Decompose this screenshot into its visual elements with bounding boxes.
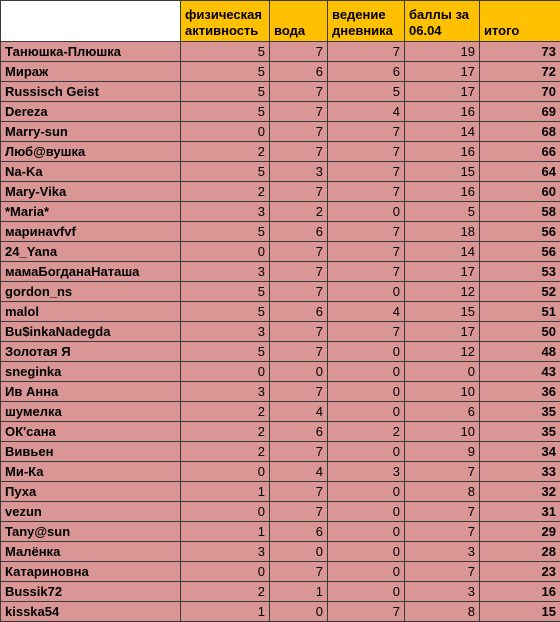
diary-cell[interactable]: 0 (328, 442, 405, 462)
name-cell[interactable]: gordon_ns (1, 282, 181, 302)
diary-cell[interactable]: 7 (328, 322, 405, 342)
diary-cell[interactable]: 6 (328, 62, 405, 82)
water-cell[interactable]: 7 (270, 502, 328, 522)
diary-cell[interactable]: 0 (328, 502, 405, 522)
physical-cell[interactable]: 2 (181, 422, 270, 442)
physical-cell[interactable]: 3 (181, 382, 270, 402)
physical-cell[interactable]: 5 (181, 42, 270, 62)
table-row (1, 462, 560, 482)
name-cell[interactable]: мамаБогданаНаташа (1, 262, 181, 282)
physical-cell[interactable]: 0 (181, 362, 270, 382)
table-row (1, 62, 560, 82)
water-cell[interactable]: 6 (270, 302, 328, 322)
points-cell[interactable]: 17 (405, 82, 480, 102)
table-body (1, 42, 560, 622)
diary-cell[interactable]: 0 (328, 522, 405, 542)
table-row (1, 82, 560, 102)
points-cell[interactable]: 3 (405, 582, 480, 602)
diary-cell[interactable]: 0 (328, 542, 405, 562)
points-cell[interactable]: 7 (405, 522, 480, 542)
points-cell[interactable]: 17 (405, 322, 480, 342)
water-cell[interactable]: 7 (270, 182, 328, 202)
water-cell[interactable]: 7 (270, 382, 328, 402)
total-cell[interactable]: 29 (480, 522, 560, 542)
diary-cell[interactable]: 0 (328, 202, 405, 222)
total-cell[interactable]: 56 (480, 242, 560, 262)
physical-cell[interactable]: 5 (181, 102, 270, 122)
physical-cell[interactable]: 0 (181, 562, 270, 582)
total-cell[interactable]: 28 (480, 542, 560, 562)
name-cell[interactable]: Золотая Я (1, 342, 181, 362)
name-cell[interactable]: Bu$inkaNadegda (1, 322, 181, 342)
points-cell[interactable]: 12 (405, 282, 480, 302)
diary-cell[interactable]: 0 (328, 582, 405, 602)
total-cell[interactable]: 64 (480, 162, 560, 182)
diary-cell[interactable]: 7 (328, 162, 405, 182)
water-cell[interactable]: 7 (270, 342, 328, 362)
table-row (1, 202, 560, 222)
name-cell[interactable]: 24_Yana (1, 242, 181, 262)
total-cell[interactable]: 48 (480, 342, 560, 362)
water-cell[interactable]: 7 (270, 482, 328, 502)
diary-cell[interactable]: 7 (328, 142, 405, 162)
points-cell[interactable]: 16 (405, 142, 480, 162)
diary-cell[interactable]: 7 (328, 42, 405, 62)
total-cell[interactable]: 52 (480, 282, 560, 302)
water-cell[interactable]: 7 (270, 242, 328, 262)
diary-cell[interactable]: 0 (328, 482, 405, 502)
table-row (1, 362, 560, 382)
total-cell[interactable]: 73 (480, 42, 560, 62)
table-row (1, 302, 560, 322)
water-cell[interactable]: 7 (270, 282, 328, 302)
name-cell[interactable]: Танюшка-Плюшка (1, 42, 181, 62)
total-cell[interactable]: 58 (480, 202, 560, 222)
physical-cell[interactable]: 3 (181, 202, 270, 222)
water-cell[interactable]: 0 (270, 602, 328, 622)
points-cell[interactable]: 10 (405, 422, 480, 442)
header-row (1, 1, 560, 42)
name-cell[interactable]: Люб@вушка (1, 142, 181, 162)
water-cell[interactable]: 3 (270, 162, 328, 182)
diary-cell[interactable]: 4 (328, 302, 405, 322)
table-row (1, 422, 560, 442)
name-cell[interactable]: sneginka (1, 362, 181, 382)
table-row (1, 442, 560, 462)
water-cell[interactable]: 0 (270, 362, 328, 382)
name-cell[interactable]: Мираж (1, 62, 181, 82)
total-cell[interactable]: 69 (480, 102, 560, 122)
total-cell[interactable]: 36 (480, 382, 560, 402)
physical-cell[interactable]: 5 (181, 222, 270, 242)
header-water[interactable]: вода (270, 1, 328, 42)
name-cell[interactable]: Ив Анна (1, 382, 181, 402)
points-cell[interactable]: 17 (405, 262, 480, 282)
diary-cell[interactable]: 0 (328, 562, 405, 582)
physical-cell[interactable]: 2 (181, 442, 270, 462)
points-cell[interactable]: 0 (405, 362, 480, 382)
total-cell[interactable]: 53 (480, 262, 560, 282)
name-cell[interactable]: ОК'сана (1, 422, 181, 442)
physical-cell[interactable]: 3 (181, 322, 270, 342)
name-cell[interactable]: *Maria* (1, 202, 181, 222)
water-cell[interactable]: 7 (270, 102, 328, 122)
water-cell[interactable]: 6 (270, 522, 328, 542)
water-cell[interactable]: 7 (270, 142, 328, 162)
water-cell[interactable]: 7 (270, 322, 328, 342)
table-row (1, 562, 560, 582)
points-cell[interactable]: 16 (405, 102, 480, 122)
water-cell[interactable]: 6 (270, 422, 328, 442)
water-cell[interactable]: 7 (270, 82, 328, 102)
total-cell[interactable]: 68 (480, 122, 560, 142)
physical-cell[interactable]: 1 (181, 522, 270, 542)
total-cell[interactable]: 35 (480, 402, 560, 422)
physical-cell[interactable]: 2 (181, 142, 270, 162)
points-cell[interactable]: 8 (405, 482, 480, 502)
physical-cell[interactable]: 2 (181, 182, 270, 202)
points-cell[interactable]: 8 (405, 602, 480, 622)
table-row (1, 482, 560, 502)
header-physical[interactable]: физическая активность (181, 1, 270, 42)
points-cell[interactable]: 3 (405, 542, 480, 562)
physical-cell[interactable]: 2 (181, 402, 270, 422)
physical-cell[interactable]: 5 (181, 302, 270, 322)
diary-cell[interactable]: 0 (328, 402, 405, 422)
diary-cell[interactable]: 0 (328, 382, 405, 402)
total-cell[interactable]: 70 (480, 82, 560, 102)
table-row (1, 282, 560, 302)
table-row (1, 242, 560, 262)
points-cell[interactable]: 15 (405, 162, 480, 182)
header-total[interactable]: итого (480, 1, 560, 42)
total-cell[interactable]: 16 (480, 582, 560, 602)
header-diary[interactable]: ведение дневника (328, 1, 405, 42)
diary-cell[interactable]: 4 (328, 102, 405, 122)
points-cell[interactable]: 7 (405, 562, 480, 582)
diary-cell[interactable]: 7 (328, 222, 405, 242)
points-cell[interactable]: 7 (405, 502, 480, 522)
water-cell[interactable]: 6 (270, 62, 328, 82)
total-cell[interactable]: 35 (480, 422, 560, 442)
total-cell[interactable]: 23 (480, 562, 560, 582)
total-cell[interactable]: 66 (480, 142, 560, 162)
water-cell[interactable]: 7 (270, 42, 328, 62)
name-cell[interactable]: vezun (1, 502, 181, 522)
name-cell[interactable]: Na-Ka (1, 162, 181, 182)
table-row (1, 522, 560, 542)
name-cell[interactable]: Tany@sun (1, 522, 181, 542)
physical-cell[interactable]: 0 (181, 122, 270, 142)
physical-cell[interactable]: 0 (181, 462, 270, 482)
total-cell[interactable]: 51 (480, 302, 560, 322)
diary-cell[interactable]: 7 (328, 242, 405, 262)
total-cell[interactable]: 34 (480, 442, 560, 462)
diary-cell[interactable]: 7 (328, 602, 405, 622)
name-cell[interactable]: Bussik72 (1, 582, 181, 602)
physical-cell[interactable]: 2 (181, 582, 270, 602)
points-cell[interactable]: 16 (405, 182, 480, 202)
physical-cell[interactable]: 0 (181, 242, 270, 262)
table-row (1, 542, 560, 562)
water-cell[interactable]: 2 (270, 202, 328, 222)
name-cell[interactable]: Катариновна (1, 562, 181, 582)
physical-cell[interactable]: 5 (181, 82, 270, 102)
table-row (1, 382, 560, 402)
points-cell[interactable]: 10 (405, 382, 480, 402)
water-cell[interactable]: 7 (270, 122, 328, 142)
name-cell[interactable]: шумелка (1, 402, 181, 422)
points-cell[interactable]: 15 (405, 302, 480, 322)
water-cell[interactable]: 7 (270, 262, 328, 282)
points-cell[interactable]: 18 (405, 222, 480, 242)
points-cell[interactable]: 19 (405, 42, 480, 62)
diary-cell[interactable]: 3 (328, 462, 405, 482)
water-cell[interactable]: 4 (270, 462, 328, 482)
points-cell[interactable]: 6 (405, 402, 480, 422)
diary-cell[interactable]: 7 (328, 182, 405, 202)
total-cell[interactable]: 33 (480, 462, 560, 482)
diary-cell[interactable]: 5 (328, 82, 405, 102)
physical-cell[interactable]: 5 (181, 282, 270, 302)
table-row (1, 502, 560, 522)
table-row (1, 102, 560, 122)
physical-cell[interactable]: 3 (181, 542, 270, 562)
points-cell[interactable]: 9 (405, 442, 480, 462)
physical-cell[interactable]: 1 (181, 602, 270, 622)
table-row (1, 142, 560, 162)
table-row (1, 322, 560, 342)
total-cell[interactable]: 43 (480, 362, 560, 382)
water-cell[interactable]: 0 (270, 542, 328, 562)
table-row (1, 222, 560, 242)
physical-cell[interactable]: 0 (181, 502, 270, 522)
name-cell[interactable]: Пуха (1, 482, 181, 502)
points-cell[interactable]: 5 (405, 202, 480, 222)
physical-cell[interactable]: 5 (181, 342, 270, 362)
table-row (1, 182, 560, 202)
name-cell[interactable]: маринаvfvf (1, 222, 181, 242)
name-cell[interactable]: malol (1, 302, 181, 322)
physical-cell[interactable]: 5 (181, 62, 270, 82)
total-cell[interactable]: 56 (480, 222, 560, 242)
table-row (1, 402, 560, 422)
name-cell[interactable]: Russisch Geist (1, 82, 181, 102)
total-cell[interactable]: 32 (480, 482, 560, 502)
name-cell[interactable]: Вивьен (1, 442, 181, 462)
physical-cell[interactable]: 1 (181, 482, 270, 502)
name-cell[interactable]: Малёнка (1, 542, 181, 562)
table-row (1, 122, 560, 142)
diary-cell[interactable]: 7 (328, 122, 405, 142)
water-cell[interactable]: 1 (270, 582, 328, 602)
water-cell[interactable]: 6 (270, 222, 328, 242)
points-cell[interactable]: 17 (405, 62, 480, 82)
physical-cell[interactable]: 5 (181, 162, 270, 182)
table-row (1, 262, 560, 282)
diary-cell[interactable]: 0 (328, 362, 405, 382)
table-row (1, 342, 560, 362)
total-cell[interactable]: 60 (480, 182, 560, 202)
name-cell[interactable]: kisska54 (1, 602, 181, 622)
diary-cell[interactable]: 0 (328, 342, 405, 362)
physical-cell[interactable]: 3 (181, 262, 270, 282)
table-row (1, 162, 560, 182)
points-cell[interactable]: 14 (405, 122, 480, 142)
header-name[interactable] (1, 1, 181, 42)
table-row (1, 582, 560, 602)
diary-cell[interactable]: 2 (328, 422, 405, 442)
name-cell[interactable]: Marry-sun (1, 122, 181, 142)
header-points[interactable]: баллы за 06.04 (405, 1, 480, 42)
points-cell[interactable]: 7 (405, 462, 480, 482)
table-row (1, 602, 560, 622)
name-cell[interactable]: Mary-Vika (1, 182, 181, 202)
points-cell[interactable]: 12 (405, 342, 480, 362)
points-cell[interactable]: 14 (405, 242, 480, 262)
water-cell[interactable]: 7 (270, 442, 328, 462)
table-row (1, 42, 560, 62)
diary-cell[interactable]: 7 (328, 262, 405, 282)
water-cell[interactable]: 4 (270, 402, 328, 422)
total-cell[interactable]: 50 (480, 322, 560, 342)
name-cell[interactable]: Dereza (1, 102, 181, 122)
total-cell[interactable]: 15 (480, 602, 560, 622)
diary-cell[interactable]: 0 (328, 282, 405, 302)
name-cell[interactable]: Ми-Ка (1, 462, 181, 482)
water-cell[interactable]: 7 (270, 562, 328, 582)
total-cell[interactable]: 31 (480, 502, 560, 522)
total-cell[interactable]: 72 (480, 62, 560, 82)
